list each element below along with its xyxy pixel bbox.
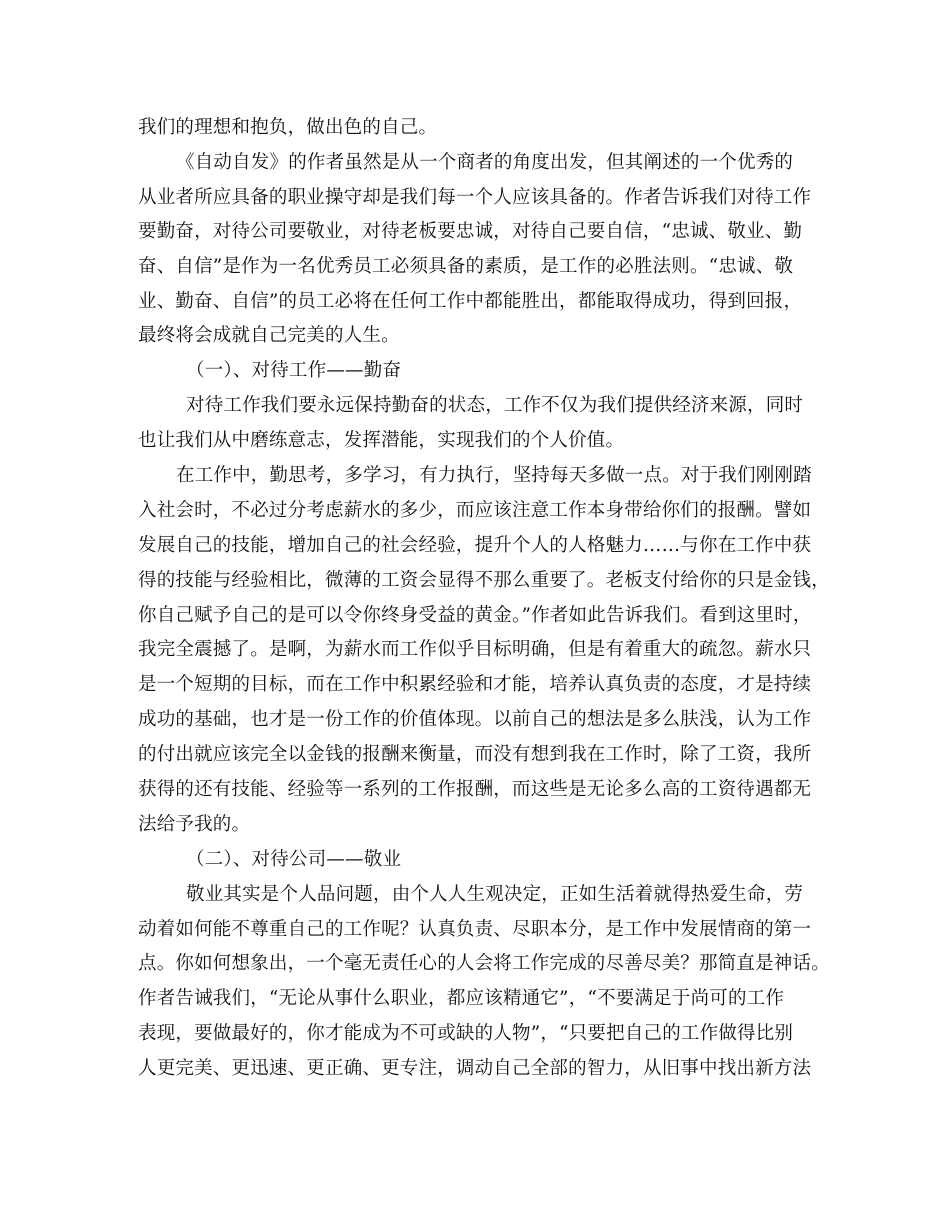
- text-line: 是一个短期的目标，而在工作中积累经验和才能，培养认真负责的态度，才是持续: [138, 674, 812, 695]
- section-heading: （二）、对待公司——敬业: [186, 849, 402, 870]
- text-line: 你自己赋予自己的是可以令你终身受益的黄金。”作者如此告诉我们。看到这里时，: [138, 605, 812, 626]
- text-line: 敬业其实是个人品问题，由个人人生观决定，正如生活着就得热爱生命，劳: [186, 884, 804, 905]
- text-line: 作者告诫我们，“无论从事什么职业，都应该精通它”，“不要满足于尚可的工作: [138, 988, 785, 1009]
- text-line: 对待工作我们要永远保持勤奋的状态，工作不仅为我们提供经济来源，同时: [186, 395, 804, 416]
- text-line: 从业者所应具备的职业操守却是我们每一个人应该具备的。作者告诉我们对待工作: [138, 187, 812, 208]
- text-line: 发展自己的技能，增加自己的社会经验，提升个人的人格魅力……与你在工作中获: [138, 535, 812, 556]
- text-line: 获得的还有技能、经验等一系列的工作报酬，而这些是无论多么高的工资待遇都无: [138, 779, 812, 800]
- text-line: 点。你如何想象出，一个毫无责任心的人会将工作完成的尽善尽美？那简直是神话。: [138, 953, 830, 974]
- text-line: 入社会时，不必过分考虑薪水的多少，而应该注意工作本身带给你们的报酬。譬如: [138, 500, 812, 521]
- text-line: 我们的理想和抱负，做出色的自己。: [138, 117, 438, 138]
- text-line: 的付出就应该完全以金钱的报酬来衡量，而没有想到我在工作时，除了工资，我所: [138, 744, 812, 765]
- text-line: 我完全震撼了。是啊，为薪水而工作似乎目标明确，但是有着重大的疏忽。薪水只: [138, 639, 812, 660]
- text-line: 也让我们从中磨练意志，发挥潜能，实现我们的个人价值。: [138, 430, 625, 451]
- text-line: 得的技能与经验相比，微薄的工资会显得不那么重要了。老板支付给你的只是金钱，: [138, 570, 830, 591]
- text-line: 表现，要做最好的，你才能成为不可或缺的人物”，“只要把自己的工作做得比别: [138, 1023, 794, 1044]
- text-line: 《自动自发》的作者虽然是从一个商者的角度出发，但其阐述的一个优秀的: [176, 152, 794, 173]
- text-line: 奋、自信”是作为一名优秀员工必须具备的素质，是工作的必胜法则。“忠诚、敬: [138, 256, 794, 277]
- text-line: 业、勤奋、自信”的员工必将在任何工作中都能胜出，都能取得成功，得到回报，: [138, 291, 803, 312]
- text-line: 最终将会成就自己完美的人生。: [138, 325, 400, 346]
- text-line: 在工作中，勤思考，多学习，有力执行，坚持每天多做一点。对于我们刚刚踏: [176, 465, 812, 486]
- section-heading: （一）、对待工作——勤奋: [186, 360, 402, 381]
- text-line: 动着如何能不尊重自己的工作呢？认真负责、尽职本分，是工作中发展情商的第一: [138, 919, 812, 940]
- text-line: 人更完美、更迅速、更正确、更专注，调动自己全部的智力，从旧事中找出新方法: [138, 1058, 812, 1079]
- text-line: 要勤奋，对待公司要敬业，对待老板要忠诚，对待自己要自信，“忠诚、敬业、勤: [138, 221, 803, 242]
- text-line: 法给予我的。: [138, 814, 251, 835]
- text-line: 成功的基础，也才是一份工作的价值体现。以前自己的想法是多么肤浅，认为工作: [138, 709, 812, 730]
